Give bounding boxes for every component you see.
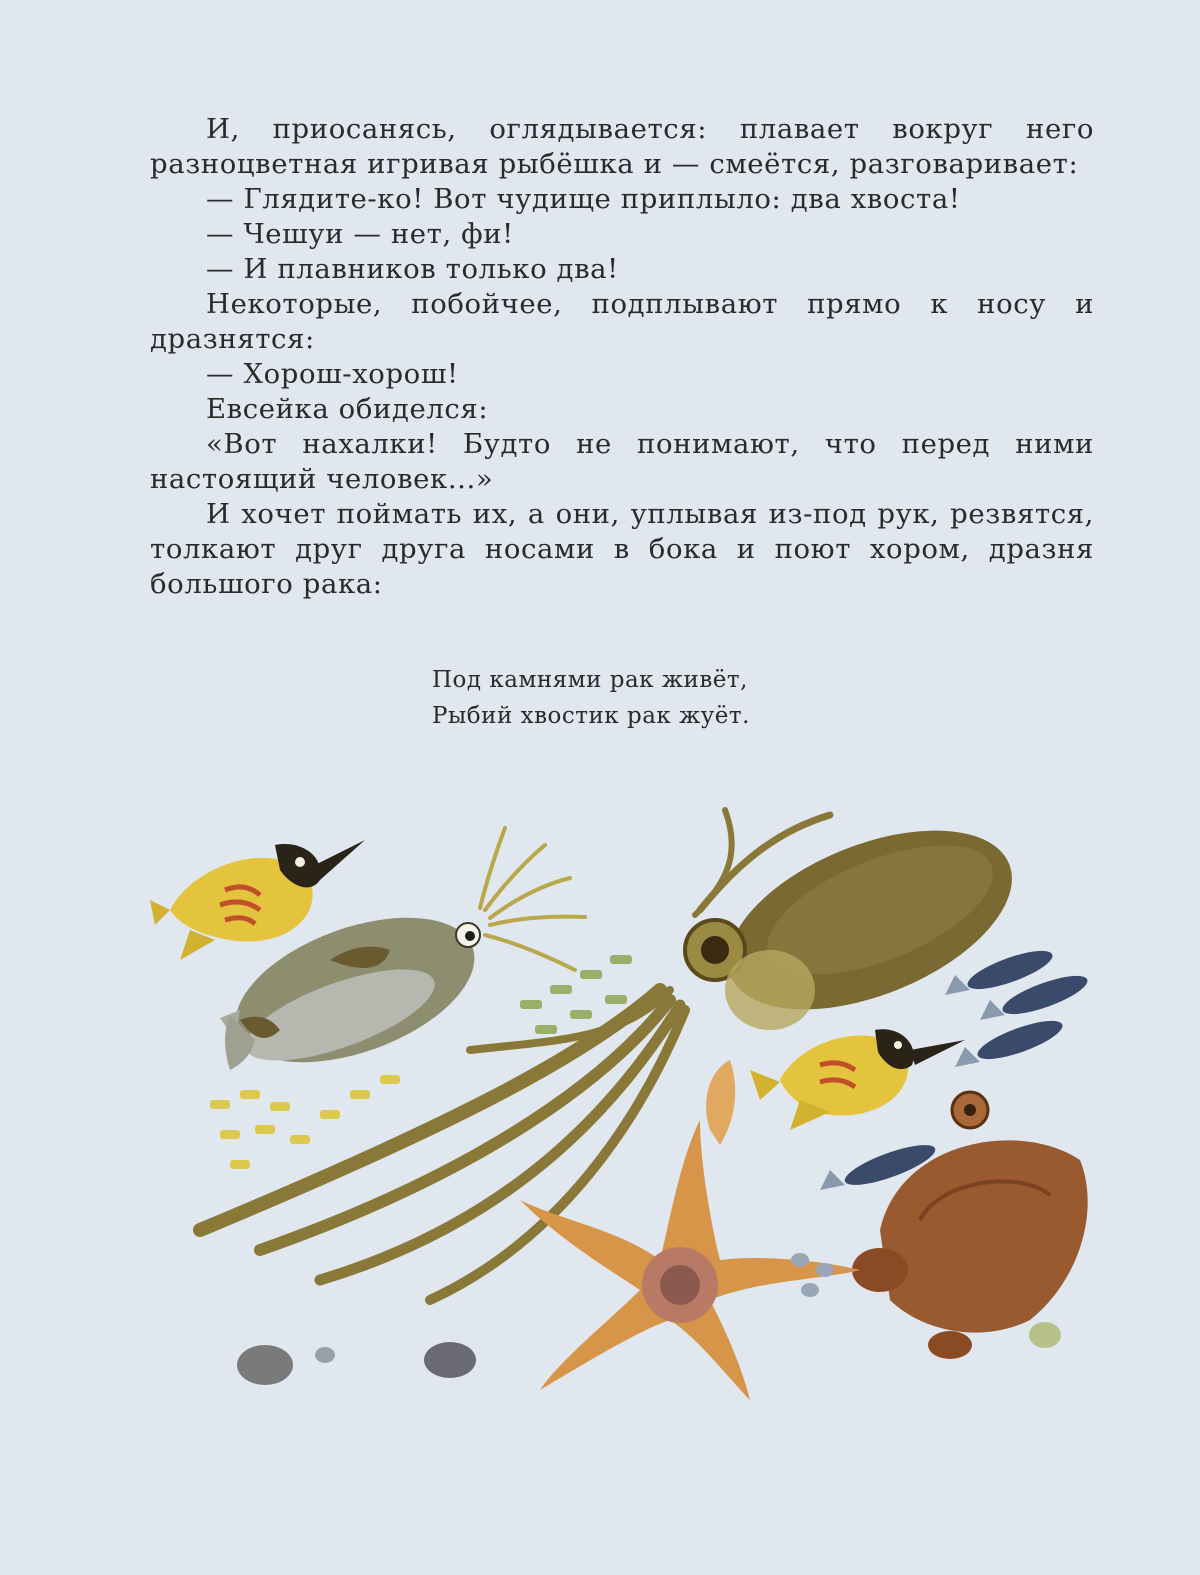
paragraph: Евсейка обиделся: — [206, 393, 489, 425]
verse-line: Под камнями рак живёт, — [432, 667, 748, 693]
paragraph: И хочет поймать их, а они, уплывая из-под рук, резвятся, толкают друг друга носами в бока и поют хором, дразня большого рака: — [150, 498, 1094, 600]
verse-line: Рыбий хвостик рак жуёт. — [432, 703, 750, 729]
dialogue-line: — Чешуи — нет, фи! — [206, 218, 514, 250]
paragraph: Некоторые, побойчее, подплывают прямо к носу и дразнятся: — [150, 288, 1094, 355]
dialogue-line: — Хорош-хорош! — [206, 358, 459, 390]
sea-creatures-illustration — [140, 800, 1100, 1420]
crab — [852, 1092, 1088, 1359]
paragraph: «Вот нахалки! Будто не понимают, что перед ними настоящий человек...» — [150, 428, 1094, 495]
dialogue-line: — Глядите-ко! Вот чудище приплыло: два хвоста! — [206, 183, 961, 215]
dialogue-line: — И плавников только два! — [206, 253, 619, 285]
yellow-fish-right — [750, 1029, 965, 1130]
paragraph: И, приосанясь, оглядывается: плавает вокруг него разноцветная игривая рыбёшка и — смеётся, разговаривает: — [150, 113, 1094, 180]
verse — [432, 662, 750, 734]
shrimp — [706, 1060, 735, 1145]
story-text — [150, 112, 1094, 602]
